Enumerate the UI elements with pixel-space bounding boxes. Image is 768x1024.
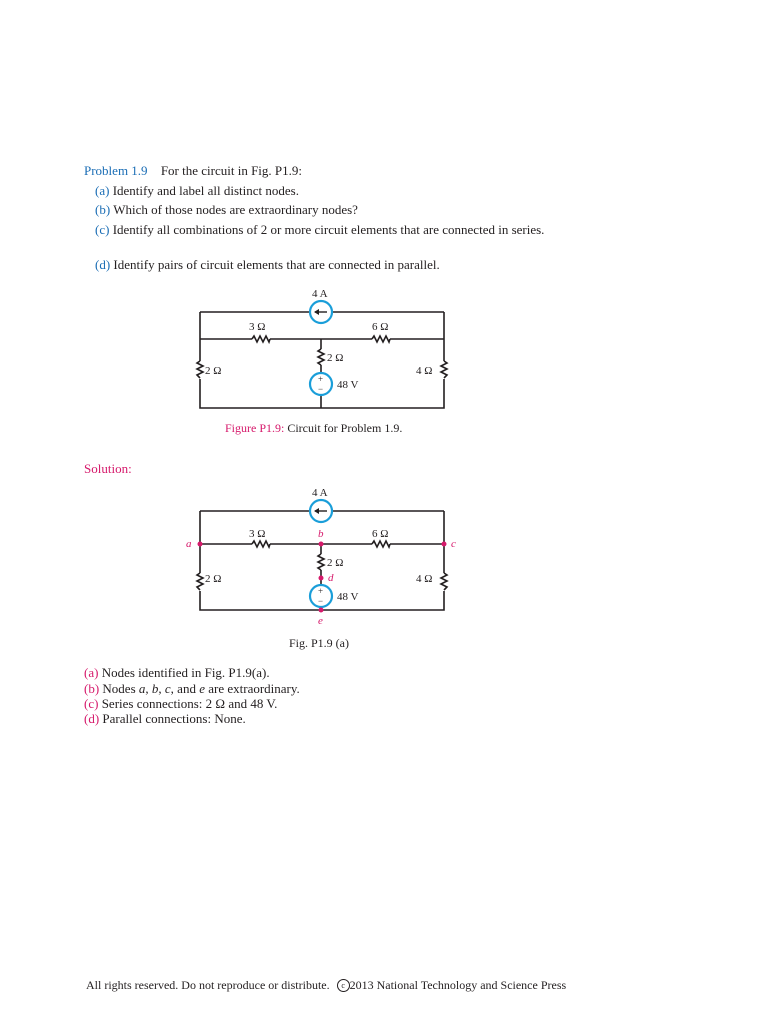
label-48v: 48 V bbox=[337, 591, 359, 603]
answer-tag: (b) bbox=[84, 681, 100, 696]
resistor-4ohm-right bbox=[441, 573, 447, 590]
label-2ohm-middle: 2 Ω bbox=[327, 352, 344, 364]
label-4ohm-right: 4 Ω bbox=[416, 573, 433, 585]
separator: , bbox=[158, 681, 165, 696]
answer-text: Nodes bbox=[102, 681, 139, 696]
answer-text: Series connections: 2 Ω and 48 V. bbox=[101, 696, 278, 711]
label-2ohm-left: 2 Ω bbox=[205, 365, 222, 377]
answer-tag: (c) bbox=[84, 696, 99, 711]
plus-sign: + bbox=[318, 374, 324, 384]
answer-text: are extraordinary. bbox=[204, 681, 300, 696]
resistor-2ohm-left bbox=[197, 573, 203, 590]
node-label-c: c bbox=[451, 538, 456, 550]
answer-b bbox=[84, 681, 300, 697]
separator: , and bbox=[170, 681, 200, 696]
copyright-symbol: c bbox=[341, 981, 345, 990]
footer bbox=[86, 978, 566, 993]
label-4a: 4 A bbox=[312, 487, 328, 499]
answer-a bbox=[84, 665, 270, 681]
label-4ohm-right: 4 Ω bbox=[416, 365, 433, 377]
node-ref: e bbox=[199, 681, 205, 696]
plus-sign: + bbox=[318, 586, 324, 596]
footer-text: All rights reserved. Do not reproduce or distribute. bbox=[86, 978, 330, 992]
answer-d bbox=[84, 711, 246, 727]
figure2-caption: Fig. P1.9 (a) bbox=[289, 636, 349, 650]
caption-text: Circuit for Problem 1.9. bbox=[287, 421, 403, 435]
label-3ohm: 3 Ω bbox=[249, 321, 266, 333]
label-2ohm-left: 2 Ω bbox=[205, 573, 222, 585]
label-6ohm: 6 Ω bbox=[372, 321, 389, 333]
node-ref: b bbox=[151, 681, 159, 696]
answer-c bbox=[84, 696, 277, 712]
label-6ohm: 6 Ω bbox=[372, 528, 389, 540]
label-48v: 48 V bbox=[337, 379, 359, 391]
node-dot-a bbox=[198, 542, 203, 547]
copyright-icon bbox=[337, 979, 350, 992]
copyright-text: 2013 National Technology and Science Press bbox=[349, 978, 567, 992]
minus-sign: − bbox=[318, 384, 324, 394]
node-dot-b bbox=[319, 542, 324, 547]
node-dot-c bbox=[442, 542, 447, 547]
part-tag: (a) bbox=[95, 183, 110, 198]
resistor-6ohm bbox=[372, 541, 390, 547]
part-text: Which of those nodes are extraordinary nodes? bbox=[113, 202, 358, 217]
node-dot-e bbox=[319, 608, 324, 613]
node-label-e: e bbox=[318, 615, 323, 627]
part-tag: (d) bbox=[95, 257, 111, 272]
node-label-d: d bbox=[328, 572, 334, 584]
answer-text: Parallel connections: None. bbox=[102, 711, 246, 726]
resistor-3ohm bbox=[252, 541, 270, 547]
part-tag: (b) bbox=[95, 202, 111, 217]
answer-tag: (a) bbox=[84, 665, 99, 680]
label-2ohm-middle: 2 Ω bbox=[327, 557, 344, 569]
node-label-b: b bbox=[318, 528, 324, 540]
node-ref: c bbox=[164, 681, 171, 696]
separator: , bbox=[145, 681, 152, 696]
label-3ohm: 3 Ω bbox=[249, 528, 266, 540]
answer-tag: (d) bbox=[84, 711, 100, 726]
part-text: Identify all combinations of 2 or more circuit elements that are connected in series. bbox=[112, 222, 545, 237]
node-dot-d bbox=[319, 576, 324, 581]
answer-text: Nodes identified in Fig. P1.9(a). bbox=[101, 665, 270, 680]
resistor-2ohm-middle bbox=[318, 554, 324, 570]
part-tag: (c) bbox=[95, 222, 110, 237]
node-label-a: a bbox=[186, 538, 192, 550]
minus-sign: − bbox=[318, 596, 324, 606]
node-ref: a bbox=[138, 681, 146, 696]
problem-label: Problem 1.9 bbox=[84, 163, 148, 178]
caption-label: Figure P1.9: bbox=[225, 421, 285, 435]
part-text: Identify and label all distinct nodes. bbox=[112, 183, 299, 198]
label-4a: 4 A bbox=[312, 288, 328, 300]
problem-intro: For the circuit in Fig. P1.9: bbox=[160, 163, 303, 178]
part-text: Identify pairs of circuit elements that are connected in parallel. bbox=[113, 257, 440, 272]
solution-heading: Solution: bbox=[84, 461, 132, 476]
